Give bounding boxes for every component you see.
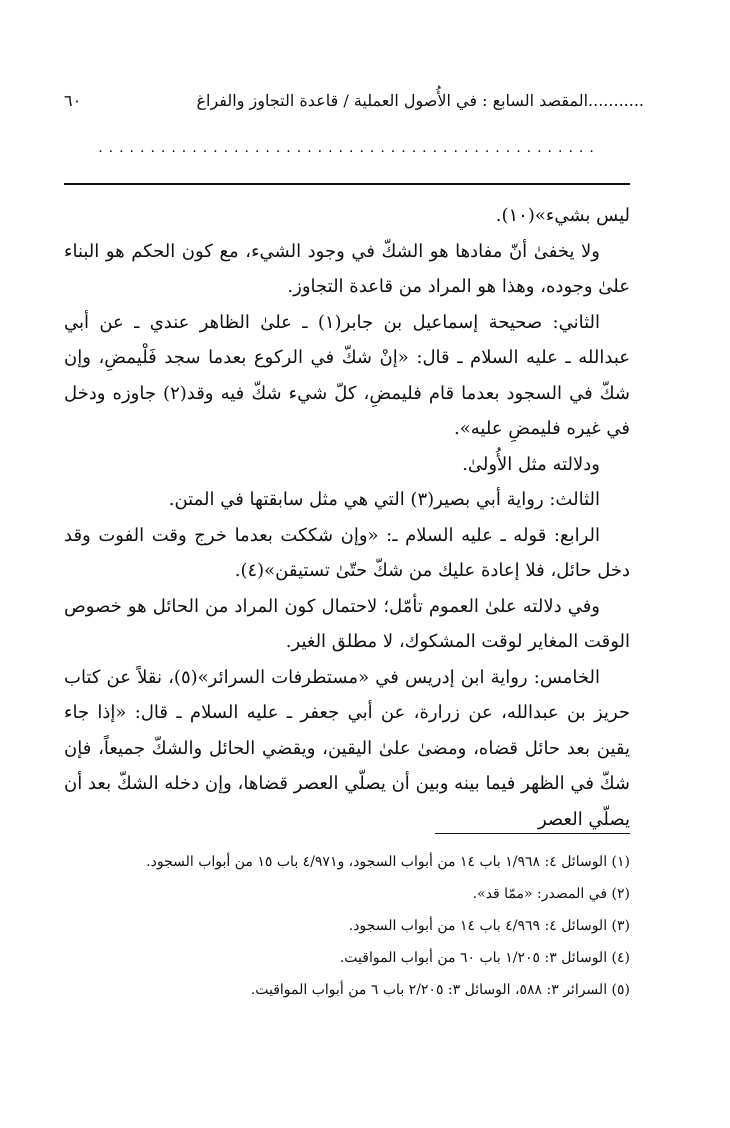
footnote: (٤) الوسائل ٣: ١/٢٠٥ باب ٦٠ من أبواب المواقيت. xyxy=(339,950,630,966)
paragraph: ليس بشيء»(١٠). xyxy=(495,205,630,226)
footnote: (١) الوسائل ٤: ١/٩٦٨ باب ١٤ من أبواب السجود، و٤/٩٧١ باب ١٥ من أبواب السجود. xyxy=(146,854,630,870)
paragraph: ودلالته مثل الأُولىٰ. xyxy=(462,453,600,475)
header-leader-dots: ........... xyxy=(588,90,644,110)
footnotes xyxy=(64,846,630,1006)
paragraph: الرابع: قوله ـ عليه السلام ـ: «وإن شككت بعدما خرج وقت الفوت وقد دخل حائل، فلا إعادة عليك من شكّ حتّىٰ تستيقن»(٤). xyxy=(64,524,630,581)
footnote-rule xyxy=(435,833,630,834)
running-title xyxy=(196,91,644,110)
main-text xyxy=(64,198,630,837)
footnote: (٢) في المصدر: «ممّا قد». xyxy=(472,886,630,902)
running-header xyxy=(64,86,644,114)
paragraph: ولا يخفىٰ أنّ مفادها هو الشكّ في وجود الشيء، مع كون الحكم هو البناء علىٰ وجوده، وهذا هو المراد من قاعدة التجاوز. xyxy=(64,240,630,297)
footnote: (٥) السرائر ٣: ٥٨٨، الوسائل ٣: ٢/٢٠٥ باب ٦ من أبواب المواقيت. xyxy=(250,982,630,998)
paragraph: وفي دلالته علىٰ العموم تأمّل؛ لاحتمال كون المراد من الحائل هو خصوص الوقت المغاير لوقت المشكوك، لا مطلق الغير. xyxy=(64,595,630,652)
paragraph: الثاني: صحيحة إسماعيل بن جابر(١) ـ علىٰ الظاهر عندي ـ عن أبي عبدالله ـ عليه السلام ـ قال: «إنْ شكّ في الركوع بعدما سجد فَلْيمضِ، وإن شكّ في السجود بعدما قام فليمضِ، كلّ شيء شكّ فيه وقد(٢) جاوزه ودخل في غيره فليمضِ عليه». xyxy=(64,311,630,439)
paragraph: الخامس: رواية ابن إدريس في «مستطرفات السرائر»(٥)، نقلاً عن كتاب حريز بن عبدالله، عن زرارة، عن أبي جعفر ـ عليه السلام ـ قال: «إذا جاء يقين بعد حائل قضاه، ومضىٰ علىٰ اليقين، ويقضي الحائل والشكّ جميعاً، فإن شكّ في الظهر فيما بينه وبين أن يصلّي العصر قضاها، وإن دخله الشكّ بعد أن يصلّي العصر xyxy=(64,666,630,830)
dotted-separator: ................................................ xyxy=(98,140,600,156)
footnote: (٣) الوسائل ٤: ٤/٩٦٩ باب ١٤ من أبواب السجود. xyxy=(348,918,630,934)
paragraph: الثالث: رواية أبي بصير(٣) التي هي مثل سابقتها في المتن. xyxy=(168,489,600,510)
page-number: ٦٠ xyxy=(64,90,82,110)
header-title-text: المقصد السابع : في الأُصول العملية / قاعدة التجاوز والفراغ xyxy=(196,90,589,110)
header-rule xyxy=(64,183,630,185)
